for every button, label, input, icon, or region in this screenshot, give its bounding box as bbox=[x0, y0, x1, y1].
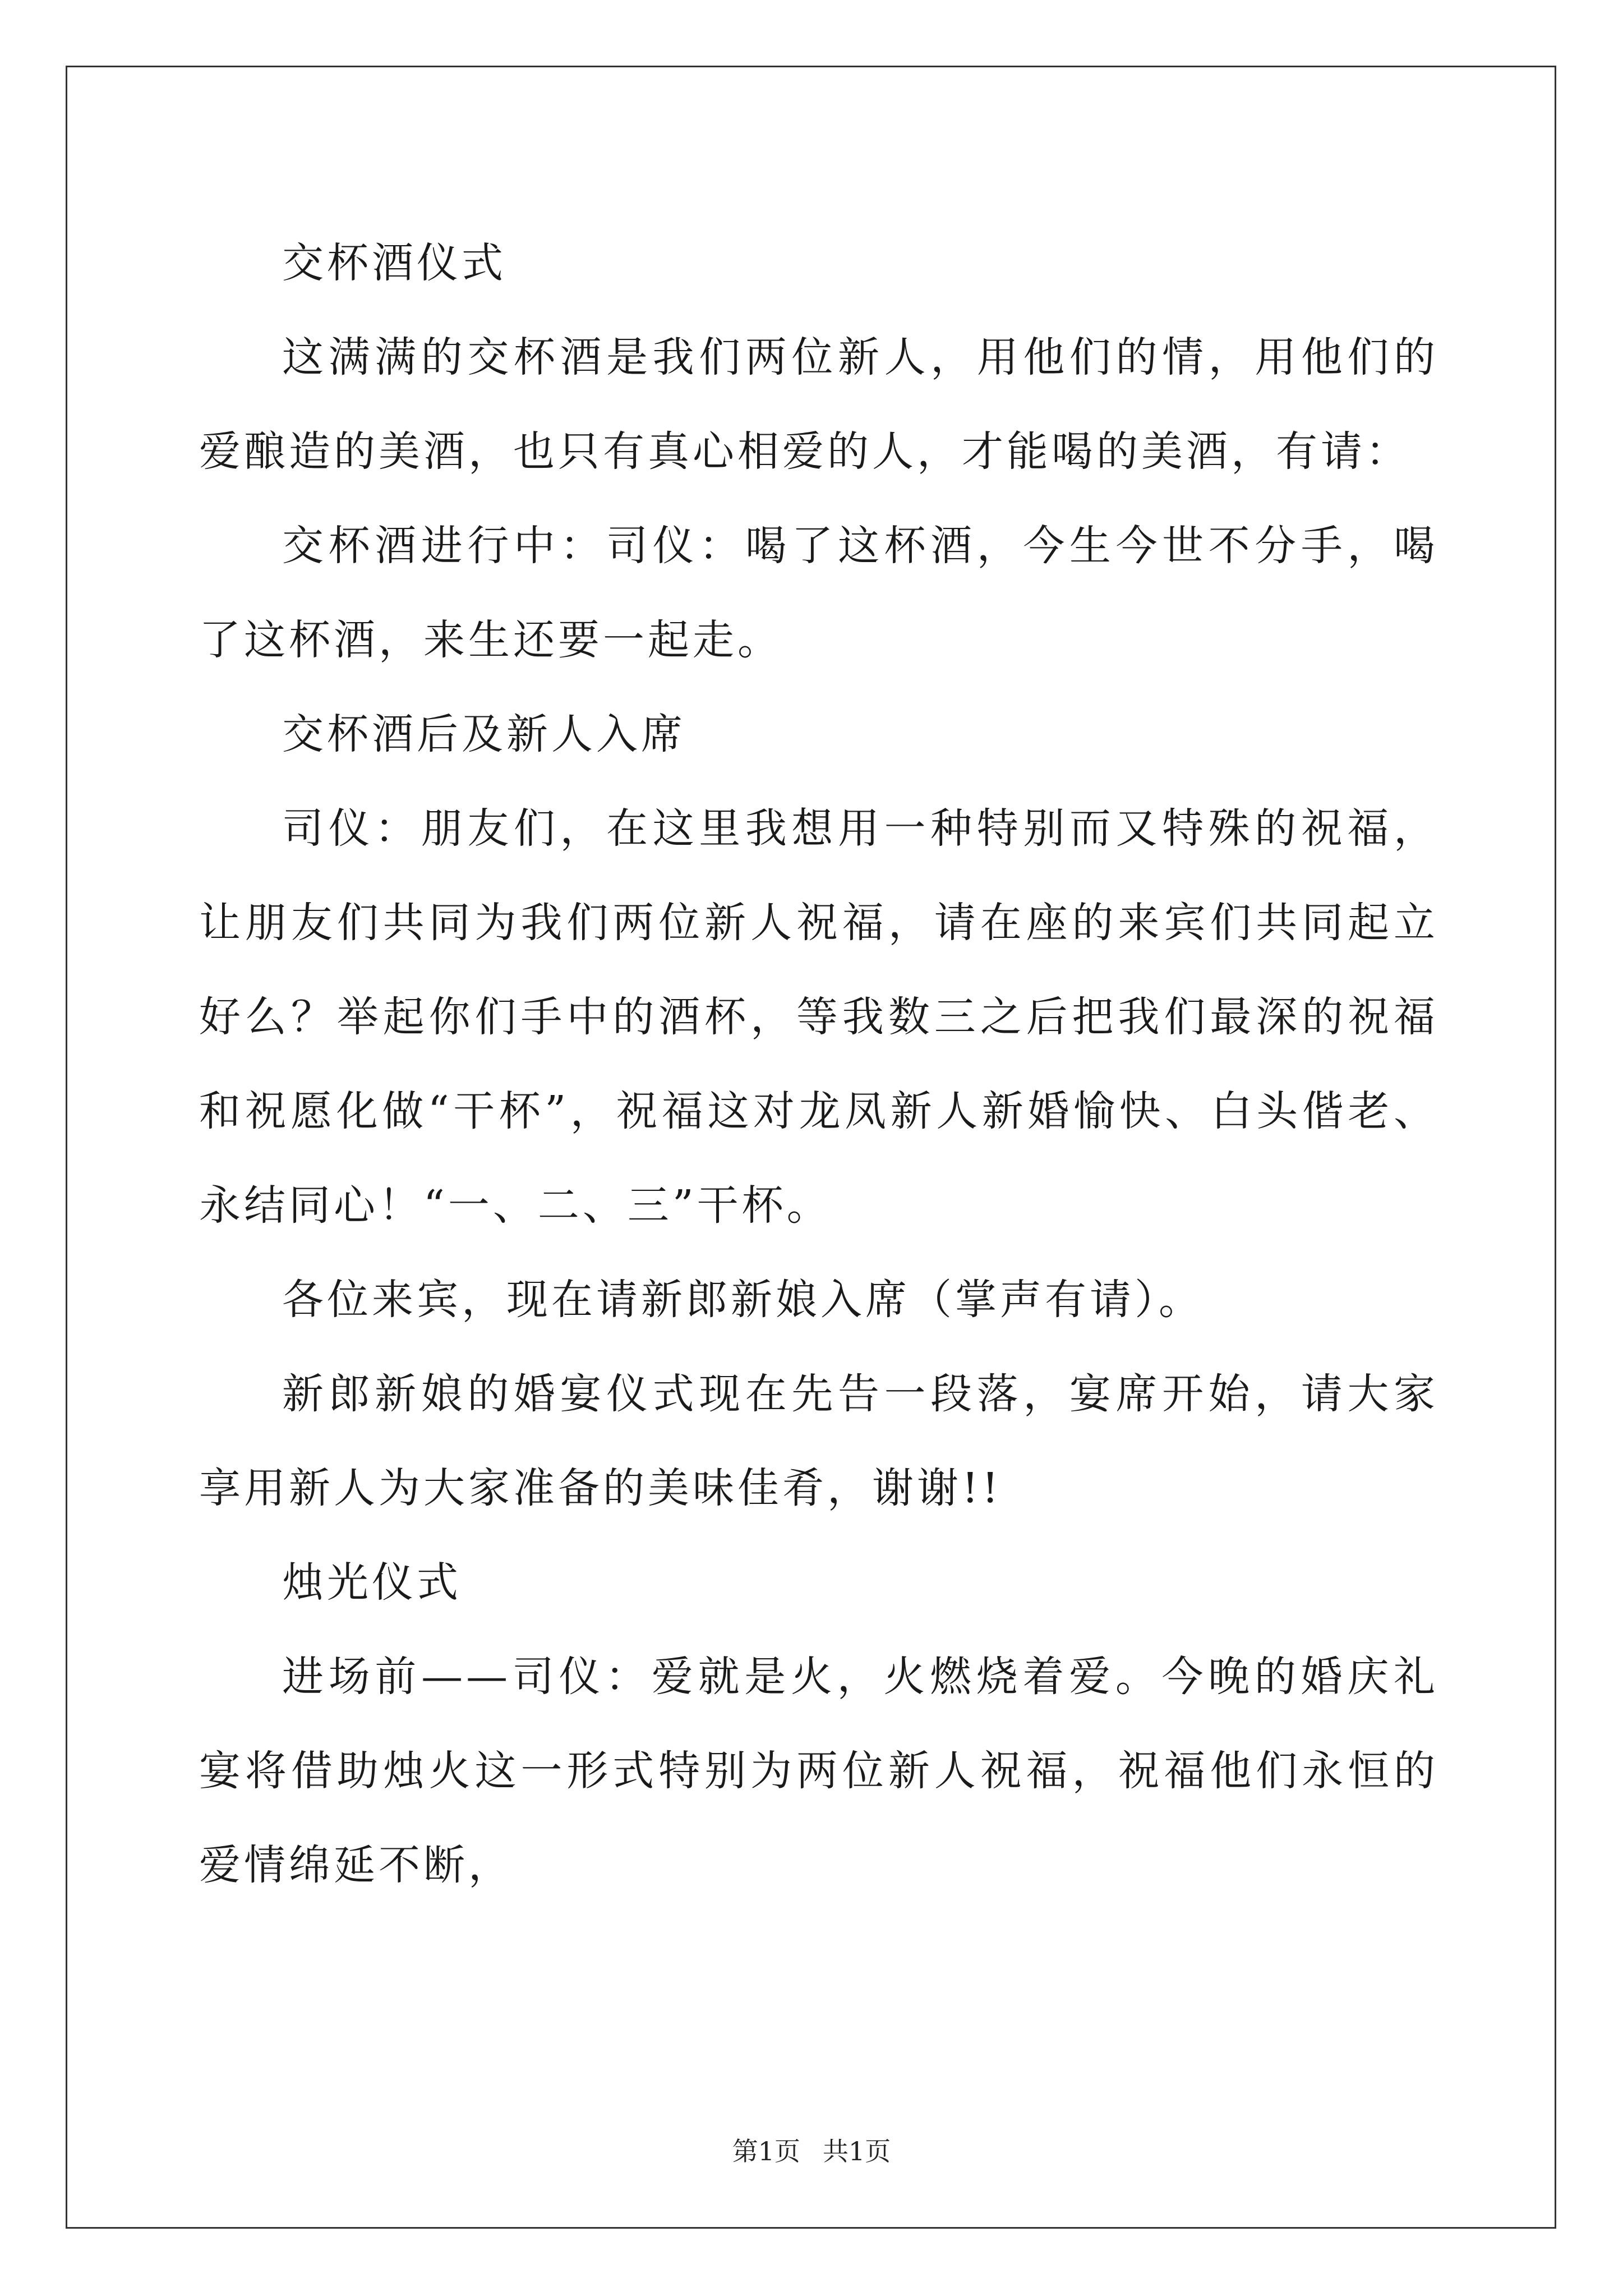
paragraph-toast-intro: 这满满的交杯酒是我们两位新人，用他们的情，用他们的爱酿造的美酒，也只有真心相爱的人，才能喝的美酒，有请： bbox=[199, 333, 1438, 476]
section-heading-toast: 交杯酒仪式 bbox=[282, 239, 506, 287]
page-total: 共1页 bbox=[823, 2136, 891, 2166]
paragraph-banquet-start: 新郎新娘的婚宴仪式现在先告一段落，宴席开始，请大家享用新人为大家准备的美味佳肴，谢谢!! bbox=[199, 1370, 1438, 1512]
paragraph-toast-in-progress: 交杯酒进行中：司仪：喝了这杯酒，今生今世不分手，喝了这杯酒，来生还要一起走。 bbox=[199, 522, 1438, 664]
document-body bbox=[199, 216, 1438, 1912]
page-number: 第1页 bbox=[732, 2136, 800, 2166]
section-heading-candle: 烛光仪式 bbox=[282, 1558, 462, 1607]
paragraph-blessing: 司仪：朋友们，在这里我想用一种特别而又特殊的祝福，让朋友们共同为我们两位新人祝福，请在座的来宾们共同起立好么？举起你们手中的酒杯，等我数三之后把我们最深的祝福和祝愿化做“干杯”，祝福这对龙凤新人新婚愉快、白头偕老、永结同心！“一、二、三”干杯。 bbox=[199, 804, 1438, 1230]
paragraph-candle-intro: 进场前——司仪：爱就是火，火燃烧着爱。今晚的婚庆礼宴将借助烛火这一形式特别为两位新人祝福，祝福他们永恒的爱情绵延不断， bbox=[199, 1653, 1438, 1889]
paragraph-guests-seating: 各位来宾，现在请新郎新娘入席（掌声有请）。 bbox=[282, 1276, 1204, 1324]
section-heading-seating: 交杯酒后及新人入席 bbox=[282, 710, 686, 758]
page-footer bbox=[0, 2134, 1623, 2168]
